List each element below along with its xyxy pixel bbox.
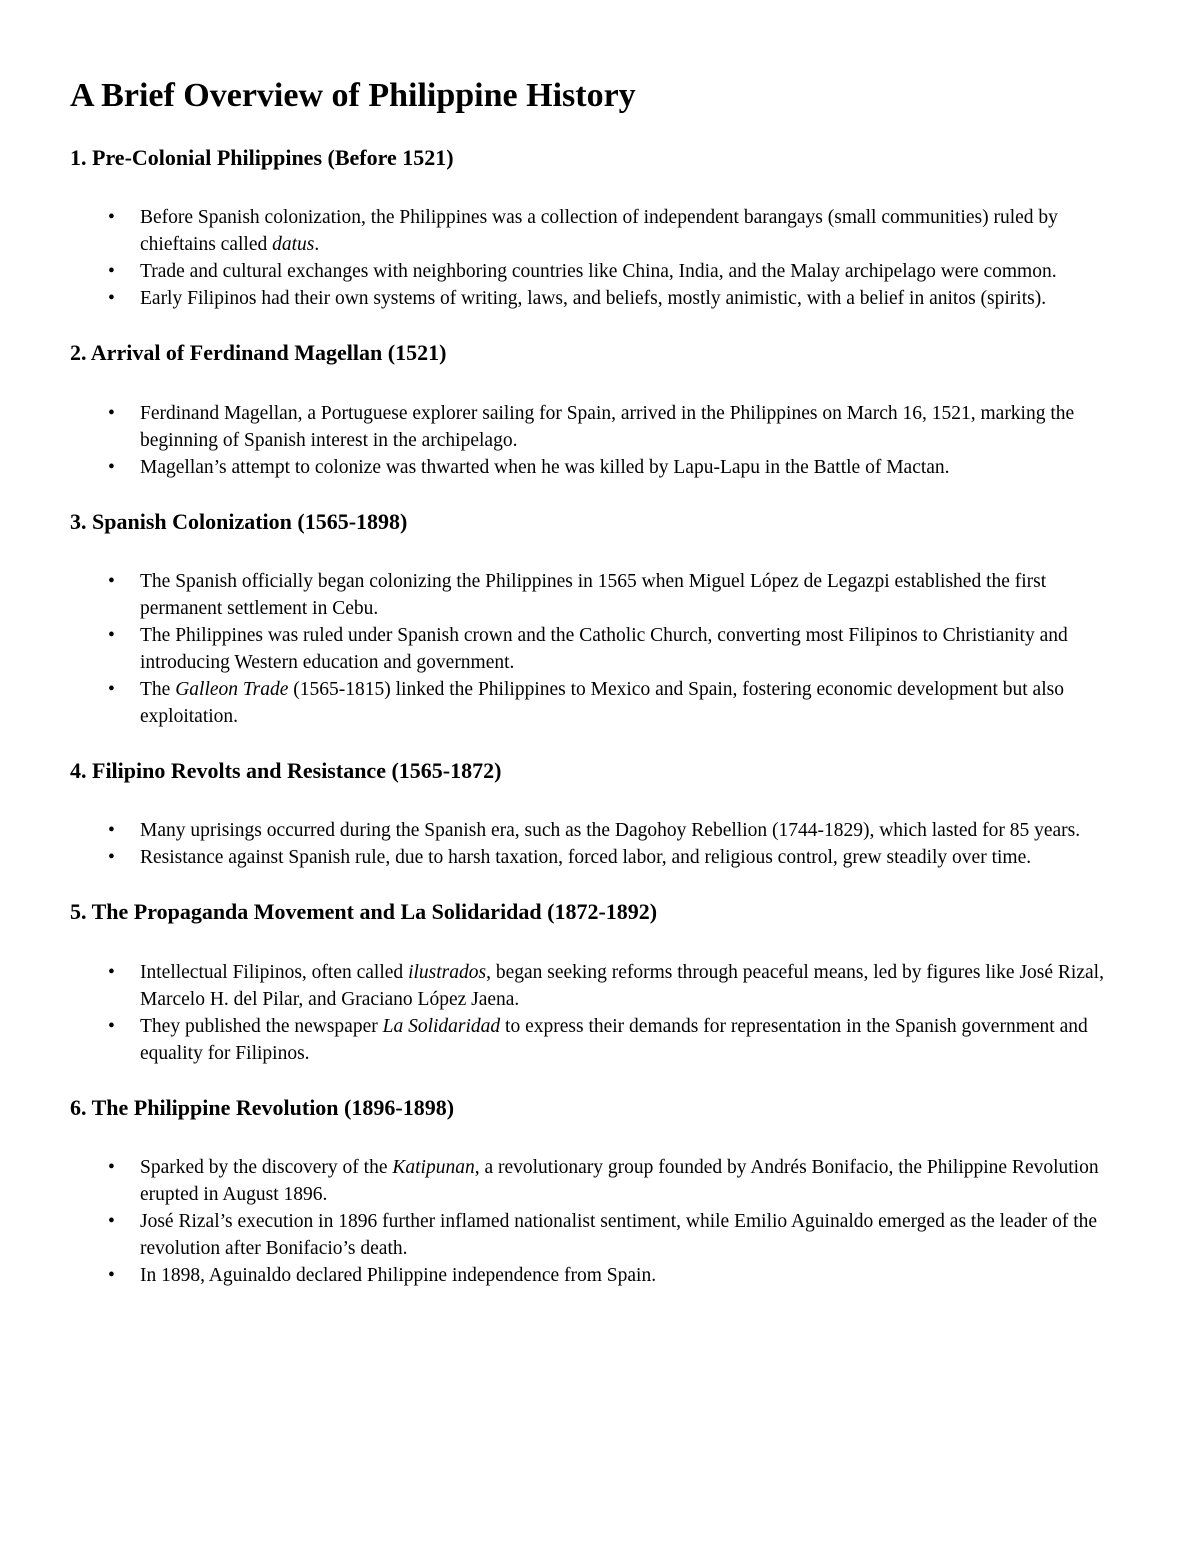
section-heading: 5. The Propaganda Movement and La Solidaridad (1872-1892) xyxy=(70,899,658,925)
section-heading: 1. Pre-Colonial Philippines (Before 1521) xyxy=(70,144,454,170)
list-item-text: Magellan’s attempt to colonize was thwarted when he was killed by Lapu-Lapu in the Battle of Mactan. xyxy=(140,456,950,478)
section-heading: 4. Filipino Revolts and Resistance (1565-1872) xyxy=(70,757,502,783)
list-item xyxy=(140,258,1128,285)
list-item-text: Early Filipinos had their own systems of writing, laws, and beliefs, mostly animistic, with a belief in anitos (spirits). xyxy=(140,288,1047,310)
list-item xyxy=(140,844,1128,871)
bullet-list xyxy=(70,204,1128,312)
list-item-text: The Spanish officially began colonizing the Philippines in 1565 when Miguel López de Legazpi established the first permanent settlement in Cebu. xyxy=(140,570,1047,619)
list-item xyxy=(140,568,1128,622)
document-title: A Brief Overview of Philippine History xyxy=(70,77,636,114)
list-item-text: In 1898, Aguinaldo declared Philippine independence from Spain. xyxy=(140,1265,657,1287)
list-item-text: The Philippines was ruled under Spanish crown and the Catholic Church, converting most Filipinos to Christianity and introducing Western education and government. xyxy=(140,624,1068,673)
list-item-text-italic: ilustrados xyxy=(408,961,487,983)
list-item-text: They published the newspaper xyxy=(140,1015,383,1037)
document-section xyxy=(70,509,1128,730)
list-item xyxy=(140,285,1128,312)
document-section xyxy=(70,340,1128,480)
list-item xyxy=(140,676,1128,730)
bullet-list xyxy=(70,817,1128,871)
bullet-list xyxy=(70,400,1128,481)
list-item-text-italic: Katipunan xyxy=(392,1157,475,1179)
section-heading: 2. Arrival of Ferdinand Magellan (1521) xyxy=(70,340,447,366)
bullet-list xyxy=(70,568,1128,730)
list-item xyxy=(140,1262,1128,1289)
list-item xyxy=(140,1208,1128,1262)
document-section xyxy=(70,145,1128,312)
list-item-text: to express their demands for representation in the Spanish government and equality for Filipinos. xyxy=(140,1015,1088,1064)
document-section xyxy=(70,1095,1128,1289)
list-item-text-italic: datus xyxy=(272,234,315,256)
list-item xyxy=(140,400,1128,454)
list-item xyxy=(140,622,1128,676)
bullet-list xyxy=(70,1154,1128,1289)
list-item-text-italic: La Solidaridad xyxy=(382,1015,501,1037)
document-section xyxy=(70,899,1128,1066)
list-item-text: Trade and cultural exchanges with neighboring countries like China, India, and the Malay archipelago were common. xyxy=(140,261,1057,283)
list-item xyxy=(140,204,1128,258)
document-sections xyxy=(70,145,1128,1289)
section-heading: 3. Spanish Colonization (1565-1898) xyxy=(70,508,408,534)
list-item-text: Before Spanish colonization, the Philippines was a collection of independent barangays (small communities) ruled by chieftains called xyxy=(140,207,1058,256)
list-item-text: Resistance against Spanish rule, due to harsh taxation, forced labor, and religious control, grew steadily over time. xyxy=(140,847,1032,869)
document-section xyxy=(70,758,1128,871)
list-item-text: Intellectual Filipinos, often called xyxy=(140,961,409,983)
list-item-text: The xyxy=(140,678,176,700)
list-item-text-italic: Galleon Trade xyxy=(175,678,289,700)
list-item-text: (1565-1815) linked the Philippines to Mexico and Spain, fostering economic development but also exploitation. xyxy=(140,678,1064,727)
list-item-text: , began seeking reforms through peaceful means, led by figures like José Rizal, Marcelo H. del Pilar, and Graciano López Jaena. xyxy=(140,961,1104,1010)
list-item xyxy=(140,817,1128,844)
list-item xyxy=(140,1013,1128,1067)
list-item-text: , a revolutionary group founded by Andrés Bonifacio, the Philippine Revolution erupted in August 1896. xyxy=(140,1157,1099,1206)
list-item-text: Sparked by the discovery of the xyxy=(140,1157,393,1179)
bullet-list xyxy=(70,959,1128,1067)
list-item-text: Many uprisings occurred during the Spanish era, such as the Dagohoy Rebellion (1744-1829), which lasted for 85 years. xyxy=(140,820,1081,842)
list-item-text: Ferdinand Magellan, a Portuguese explorer sailing for Spain, arrived in the Philippines on March 16, 1521, marking the beginning of Spanish interest in the archipelago. xyxy=(140,402,1075,451)
list-item xyxy=(140,1154,1128,1208)
section-heading: 6. The Philippine Revolution (1896-1898) xyxy=(70,1094,455,1120)
list-item-text: . xyxy=(314,234,320,256)
list-item xyxy=(140,959,1128,1013)
list-item xyxy=(140,454,1128,481)
list-item-text: José Rizal’s execution in 1896 further inflamed nationalist sentiment, while Emilio Aguinaldo emerged as the leader of the revolution after Bonifacio’s death. xyxy=(140,1211,1098,1260)
